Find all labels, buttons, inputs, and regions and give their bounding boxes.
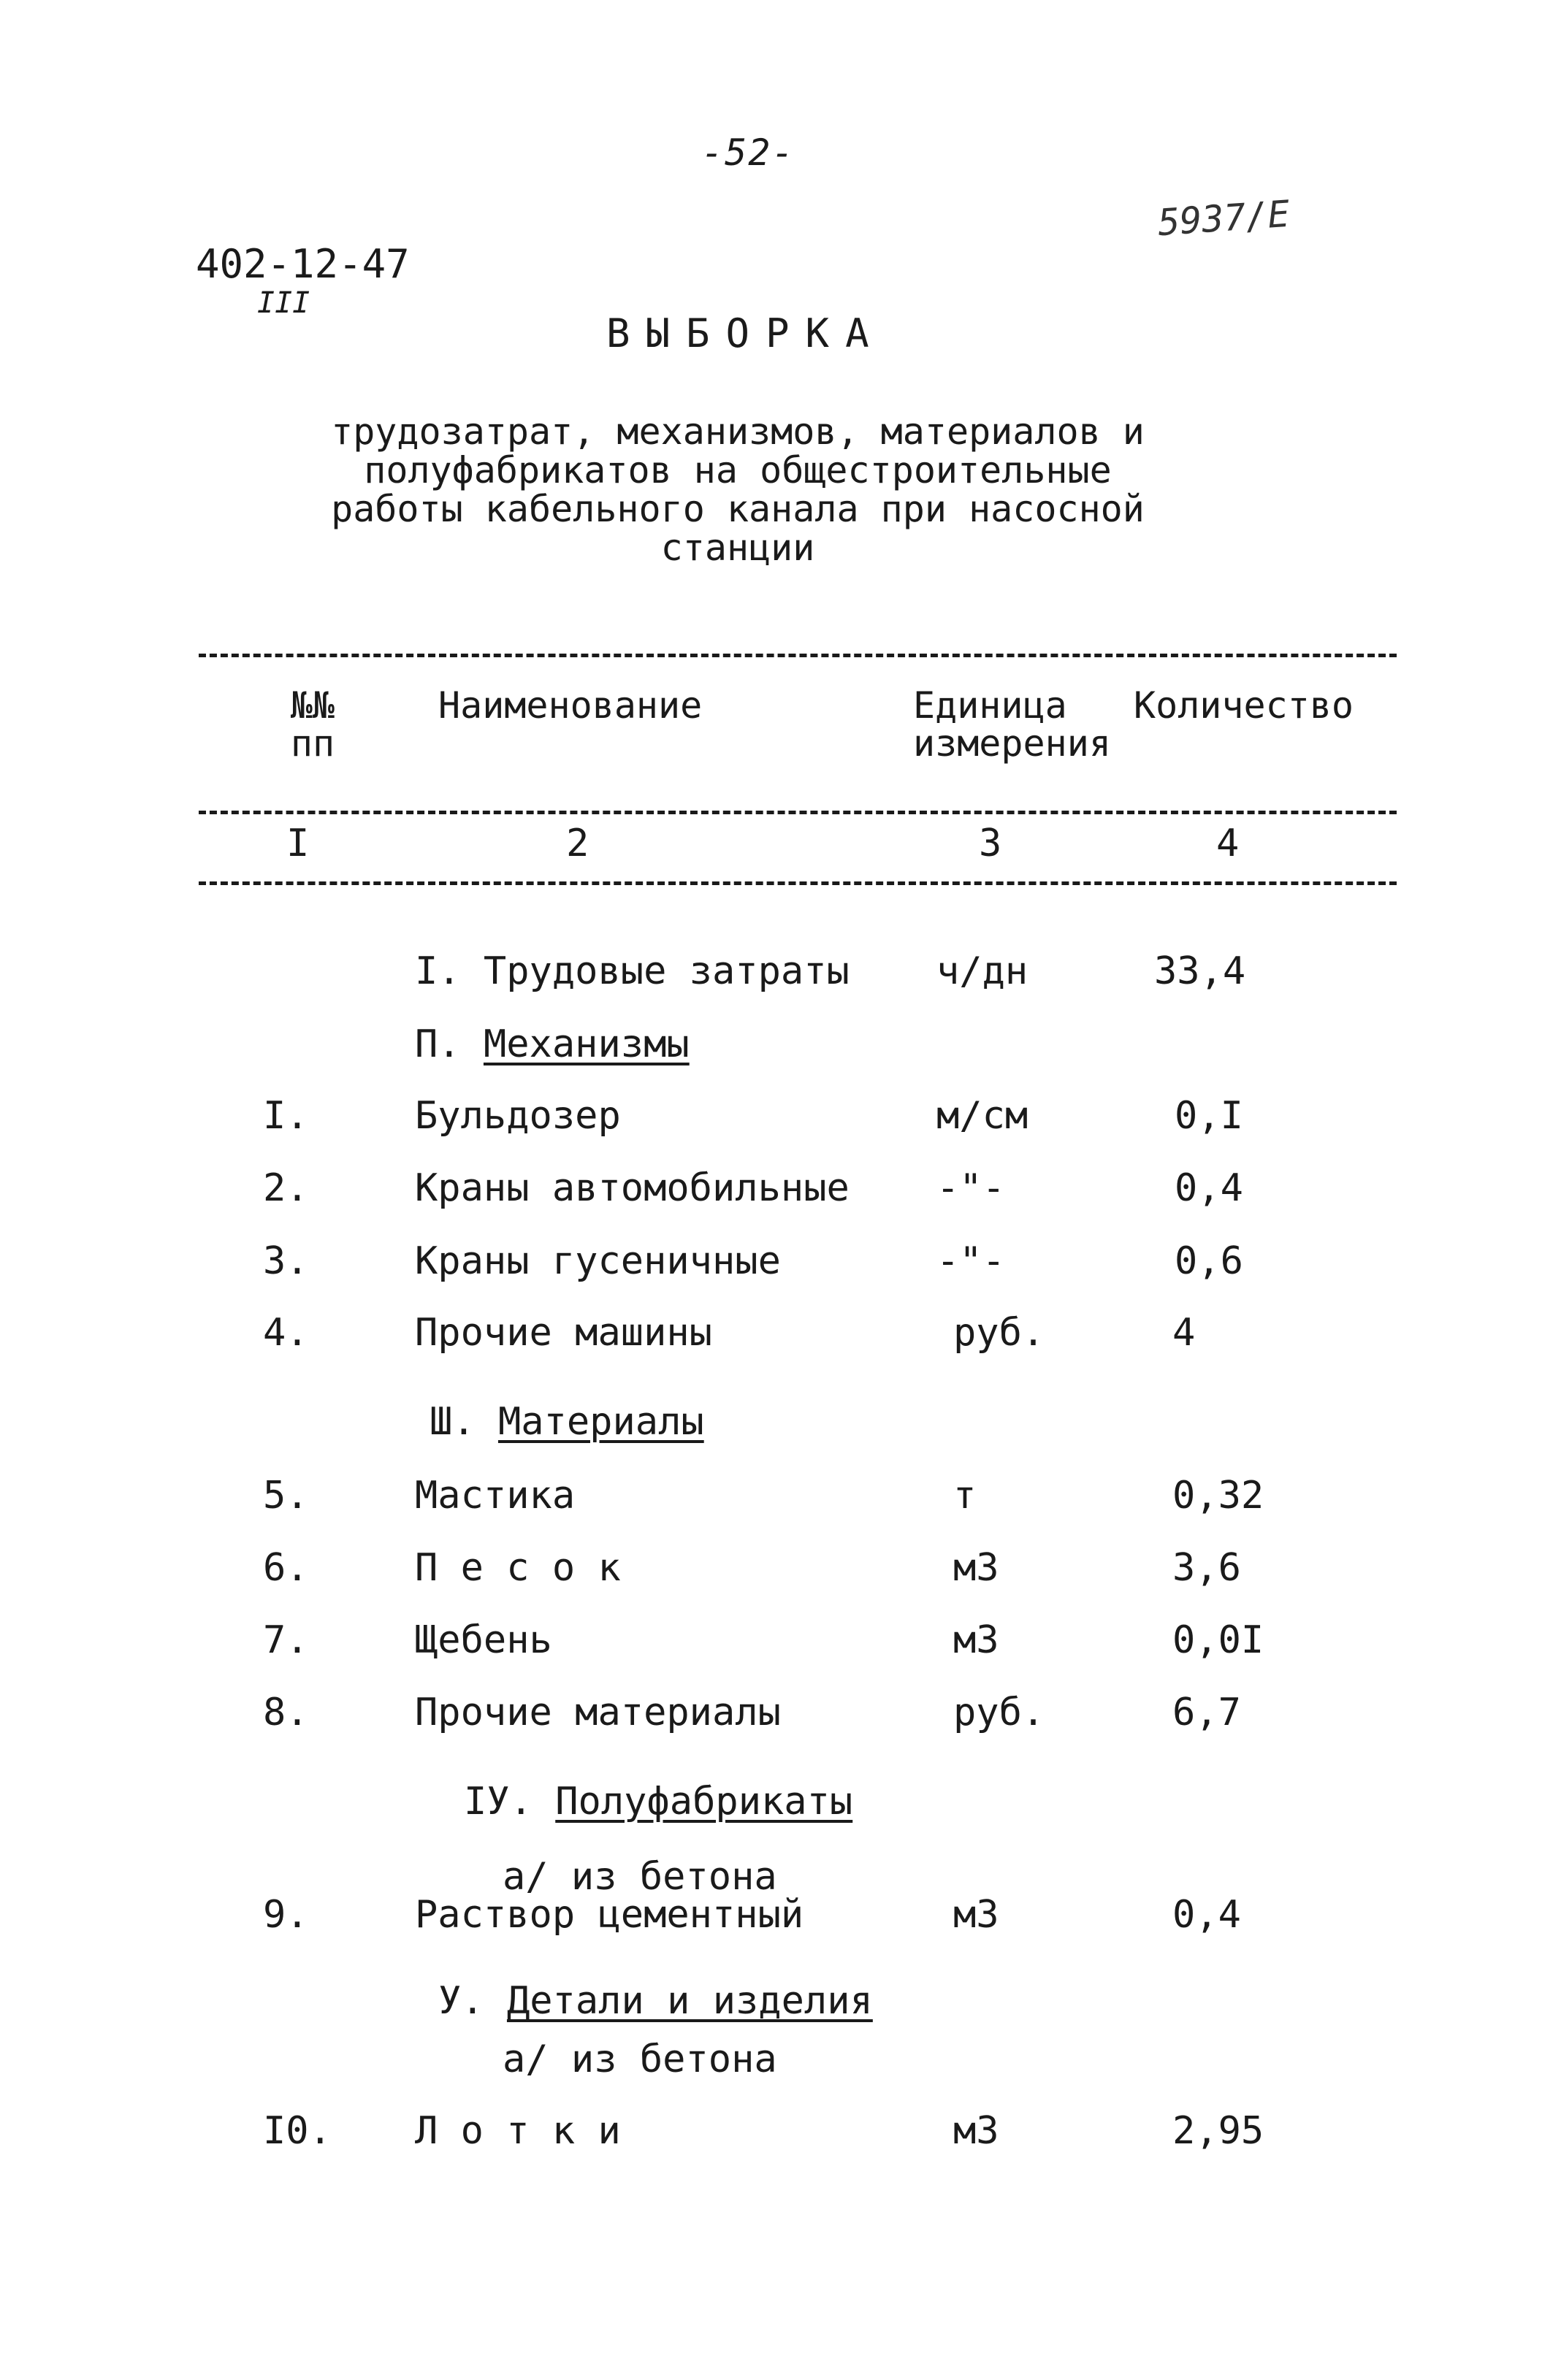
inventory-number: 5937/Е	[1156, 192, 1291, 245]
row-quantity: 6,7	[1172, 1691, 1241, 1734]
row-number: 5.	[263, 1474, 309, 1518]
row-name: Мастика	[415, 1474, 576, 1518]
column-number-3: 3	[979, 822, 1002, 865]
row-number: 4.	[263, 1311, 309, 1355]
section-mechanisms-title: Механизмы	[483, 1022, 690, 1066]
page-number: -52-	[701, 131, 795, 174]
section-materials-prefix: Ш.	[430, 1400, 476, 1444]
row-number: I0.	[263, 2109, 332, 2153]
row-quantity: 3,6	[1172, 1546, 1241, 1590]
section-semi-finished	[464, 1780, 852, 1824]
row-quantity: 0,32	[1172, 1474, 1264, 1518]
row-quantity: 4	[1172, 1311, 1196, 1355]
row-quantity: 0,6	[1175, 1239, 1243, 1283]
column-numbers-divider	[199, 881, 1397, 885]
row-name: Прочие машины	[415, 1311, 712, 1355]
row-name: Прочие материалы	[415, 1691, 781, 1734]
row-unit: -"-	[936, 1166, 1005, 1210]
section-details-prefix: У.	[438, 1979, 484, 2023]
row-unit: м/см	[936, 1094, 1028, 1138]
row-name: Бульдозер	[415, 1094, 621, 1138]
row-unit: м3	[953, 1546, 999, 1590]
row-number: 8.	[263, 1691, 309, 1734]
section-labor-quantity: 33,4	[1154, 949, 1246, 993]
section-mechanisms	[415, 1022, 690, 1066]
section-details-title: Детали и изделия	[506, 1979, 873, 2023]
row-name: П е с о к	[415, 1546, 621, 1590]
section-materials-title: Материалы	[497, 1400, 704, 1444]
row-number: I.	[263, 1094, 309, 1138]
row-name: Л о т к и	[415, 2109, 621, 2153]
section-semi-prefix: IУ.	[464, 1780, 533, 1824]
row-quantity: 0,I	[1175, 1094, 1243, 1138]
row-unit: м3	[953, 1893, 999, 1937]
row-name: Краны гусеничные	[415, 1239, 781, 1283]
row-unit: м3	[953, 2109, 999, 2153]
row-unit: т	[953, 1474, 977, 1518]
header-col-number: №№ пп	[290, 684, 335, 765]
header-col-unit: Единица измерения	[913, 684, 1111, 765]
row-number: 2.	[263, 1166, 309, 1210]
row-number: 7.	[263, 1618, 309, 1662]
column-number-4: 4	[1216, 822, 1240, 865]
section-materials	[430, 1400, 704, 1444]
document-code: 402-12-47	[196, 241, 410, 287]
header-divider	[199, 811, 1397, 814]
section-semi-subtitle: а/ из бетона	[503, 1855, 777, 1899]
section-labor-unit: ч/дн	[936, 949, 1028, 993]
row-unit: -"-	[936, 1239, 1005, 1283]
document-code-suffix: III	[257, 286, 310, 320]
row-name: Щебень	[415, 1618, 552, 1662]
row-number: 9.	[263, 1893, 309, 1937]
section-mechanisms-prefix: П.	[415, 1022, 461, 1066]
row-unit: руб.	[953, 1691, 1045, 1734]
header-col-quantity: Количество	[1134, 684, 1354, 727]
row-quantity: 0,4	[1175, 1166, 1243, 1210]
column-number-1: I	[286, 822, 310, 865]
row-unit: м3	[953, 1618, 999, 1662]
section-semi-title: Полуфабрикаты	[555, 1780, 853, 1824]
row-name: Краны автомобильные	[415, 1166, 850, 1210]
row-quantity: 0,0I	[1172, 1618, 1264, 1662]
row-number: 6.	[263, 1546, 309, 1590]
document-subtitle: трудозатрат, механизмов, материалов и полуфабрикатов на общестроительные работы кабельного канала при насосной станции	[331, 410, 1145, 569]
header-col-name: Наименование	[438, 684, 703, 727]
section-labor-title: I. Трудовые затраты	[415, 949, 850, 993]
row-name: Раствор цементный	[415, 1893, 804, 1937]
row-quantity: 2,95	[1172, 2109, 1264, 2153]
column-number-2: 2	[566, 822, 589, 865]
row-number: 3.	[263, 1239, 309, 1283]
section-details	[438, 1979, 873, 2023]
document-title: ВЫБОРКА	[606, 310, 885, 356]
section-details-subtitle: а/ из бетона	[503, 2037, 777, 2081]
table-top-divider	[199, 654, 1397, 657]
row-quantity: 0,4	[1172, 1893, 1241, 1937]
row-unit: руб.	[953, 1311, 1045, 1355]
